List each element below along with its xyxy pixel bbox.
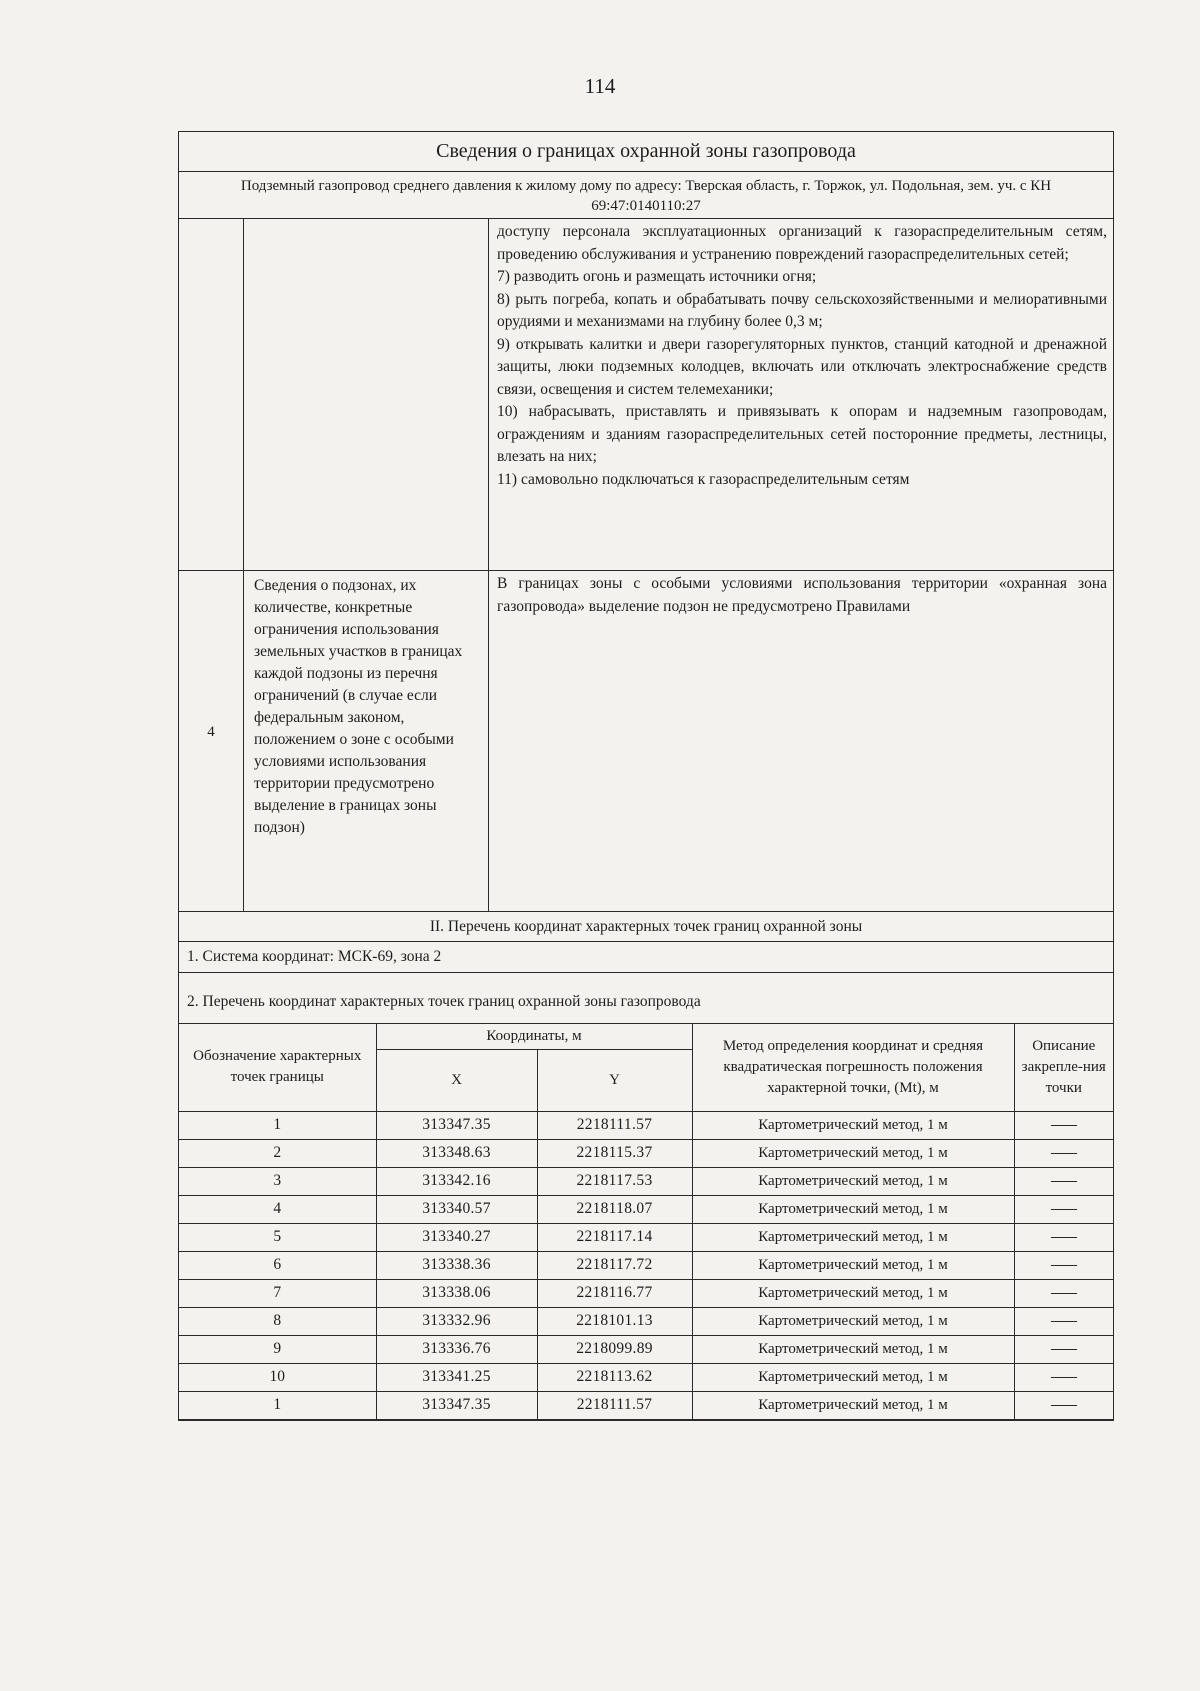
description-cell	[1014, 1391, 1113, 1419]
x-cell: 313347.35	[376, 1391, 537, 1419]
method-cell: Картометрический метод, 1 м	[692, 1111, 1014, 1139]
point-cell: 1	[179, 1391, 376, 1419]
coordinates-table-wrap	[179, 1024, 1113, 1421]
point-cell: 3	[179, 1167, 376, 1195]
restriction-line: доступу персонала эксплуатационных организаций к газораспределительным сетям, проведению обслуживания и устранению повреждений газораспределительных сетей;	[497, 223, 1107, 263]
y-cell: 2218115.37	[537, 1139, 692, 1167]
row-number-cell	[179, 219, 244, 570]
dash-mark	[1051, 1237, 1077, 1239]
restrictions-continuation-row	[179, 219, 1113, 571]
y-cell: 2218099.89	[537, 1335, 692, 1363]
method-cell: Картометрический метод, 1 м	[692, 1335, 1014, 1363]
page-number: 114	[584, 74, 616, 98]
row-number-cell	[179, 571, 244, 911]
dash-mark	[1051, 1321, 1077, 1323]
restriction-line: 10) набрасывать, приставлять и привязывать к опорам и надземным газопроводам, ограждениям и зданиям газораспределительных сетей посторонние предметы, лестницы, влезать на них;	[497, 403, 1107, 465]
table-row	[179, 1139, 1113, 1167]
method-cell: Картометрический метод, 1 м	[692, 1307, 1014, 1335]
y-cell: 2218117.53	[537, 1167, 692, 1195]
method-cell: Картометрический метод, 1 м	[692, 1195, 1014, 1223]
column-header-method: Метод определения координат и средняя квадратическая погрешность положения характерной точки, (Мt), м	[692, 1024, 1014, 1111]
x-cell: 313347.35	[376, 1111, 537, 1139]
coordinate-system: 1. Система координат: МСК-69, зона 2	[179, 942, 1113, 973]
method-cell: Картометрический метод, 1 м	[692, 1167, 1014, 1195]
dash-mark	[1051, 1405, 1077, 1407]
subzone-row	[179, 571, 1113, 912]
description-cell	[1014, 1279, 1113, 1307]
restriction-line: 8) рыть погреба, копать и обрабатывать почву сельскохозяйственными и мелиоративными орудиями и механизмами на глубину более 0,3 м;	[497, 290, 1107, 330]
description-cell	[1014, 1195, 1113, 1223]
restrictions-text	[489, 219, 1113, 570]
column-header-x: X	[376, 1049, 537, 1111]
column-header-y: Y	[537, 1049, 692, 1111]
table-row	[179, 1251, 1113, 1279]
description-cell	[1014, 1335, 1113, 1363]
column-header-coordinates: Координаты, м	[376, 1024, 692, 1049]
x-cell: 313340.57	[376, 1195, 537, 1223]
x-cell: 313332.96	[376, 1307, 537, 1335]
point-cell: 1	[179, 1111, 376, 1139]
restriction-line: 7) разводить огонь и размещать источники огня;	[497, 268, 817, 285]
method-cell: Картометрический метод, 1 м	[692, 1223, 1014, 1251]
dash-mark	[1051, 1265, 1077, 1267]
table-row	[179, 1335, 1113, 1363]
point-cell: 2	[179, 1139, 376, 1167]
point-cell: 7	[179, 1279, 376, 1307]
table-row	[179, 1167, 1113, 1195]
y-cell: 2218101.13	[537, 1307, 692, 1335]
description-cell	[1014, 1251, 1113, 1279]
table-row	[179, 1391, 1113, 1419]
dash-mark	[1051, 1377, 1077, 1379]
coordinates-table-body	[179, 1111, 1113, 1419]
row-number: 4	[207, 724, 215, 740]
row-label-cell	[244, 219, 489, 570]
description-cell	[1014, 1167, 1113, 1195]
document-subtitle: Подземный газопровод среднего давления к жилому дому по адресу: Тверская область, г. Торжок, ул. Подольная, зем. уч. с КН 69:47:0140110:27	[179, 172, 1113, 219]
description-cell	[1014, 1111, 1113, 1139]
x-cell: 313341.25	[376, 1363, 537, 1391]
description-cell	[1014, 1223, 1113, 1251]
section-2-title: II. Перечень координат характерных точек границ охранной зоны	[179, 912, 1113, 942]
table-row	[179, 1363, 1113, 1391]
column-header-description: Описание закрепле-ния точки	[1014, 1024, 1113, 1111]
dash-mark	[1051, 1153, 1077, 1155]
y-cell: 2218111.57	[537, 1111, 692, 1139]
x-cell: 313336.76	[376, 1335, 537, 1363]
point-cell: 9	[179, 1335, 376, 1363]
table-row	[179, 1195, 1113, 1223]
dash-mark	[1051, 1209, 1077, 1211]
method-cell: Картометрический метод, 1 м	[692, 1363, 1014, 1391]
y-cell: 2218117.14	[537, 1223, 692, 1251]
subzone-value: В границах зоны с особыми условиями использования территории «охранная зона газопровода» выделение подзон не предусмотрено Правилами	[497, 575, 1107, 615]
y-cell: 2218118.07	[537, 1195, 692, 1223]
y-cell: 2218117.72	[537, 1251, 692, 1279]
subzone-label: Сведения о подзонах, их количестве, конкретные ограничения использования земельных участков в границах каждой подзоны из перечня ограничений (в случае если федеральным законом, положением о зоне с особыми условиями использования территории предусмотрено выделение в границах зоны подзон)	[244, 571, 489, 911]
column-header-point: Обозначение характерных точек границы	[179, 1024, 376, 1111]
method-cell: Картометрический метод, 1 м	[692, 1391, 1014, 1419]
description-cell	[1014, 1307, 1113, 1335]
protection-zone-document	[178, 131, 1114, 1421]
x-cell: 313342.16	[376, 1167, 537, 1195]
dash-mark	[1051, 1181, 1077, 1183]
x-cell: 313348.63	[376, 1139, 537, 1167]
table-row	[179, 1279, 1113, 1307]
point-cell: 5	[179, 1223, 376, 1251]
x-cell: 313338.06	[376, 1279, 537, 1307]
y-cell: 2218111.57	[537, 1391, 692, 1419]
point-cell: 10	[179, 1363, 376, 1391]
y-cell: 2218116.77	[537, 1279, 692, 1307]
dash-mark	[1051, 1349, 1077, 1351]
description-cell	[1014, 1139, 1113, 1167]
method-cell: Картометрический метод, 1 м	[692, 1279, 1014, 1307]
document-title: Сведения о границах охранной зоны газопровода	[179, 132, 1113, 172]
dash-mark	[1051, 1293, 1077, 1295]
dash-mark	[1051, 1125, 1077, 1127]
coordinate-list-title: 2. Перечень координат характерных точек границ охранной зоны газопровода	[179, 973, 1113, 1024]
coordinates-table	[179, 1024, 1113, 1420]
x-cell: 313340.27	[376, 1223, 537, 1251]
restriction-line: 9) открывать калитки и двери газорегуляторных пунктов, станций катодной и дренажной защиты, люки подземных колодцев, включать или отключать электроснабжение средств связи, освещения и систем телемеханики;	[497, 335, 1107, 398]
point-cell: 6	[179, 1251, 376, 1279]
table-row	[179, 1223, 1113, 1251]
method-cell: Картометрический метод, 1 м	[692, 1139, 1014, 1167]
description-cell	[1014, 1363, 1113, 1391]
y-cell: 2218113.62	[537, 1363, 692, 1391]
point-cell: 4	[179, 1195, 376, 1223]
table-row	[179, 1111, 1113, 1139]
restriction-line: 11) самовольно подключаться к газораспределительным сетям	[497, 470, 910, 488]
point-cell: 8	[179, 1307, 376, 1335]
x-cell: 313338.36	[376, 1251, 537, 1279]
method-cell: Картометрический метод, 1 м	[692, 1251, 1014, 1279]
table-row	[179, 1307, 1113, 1335]
